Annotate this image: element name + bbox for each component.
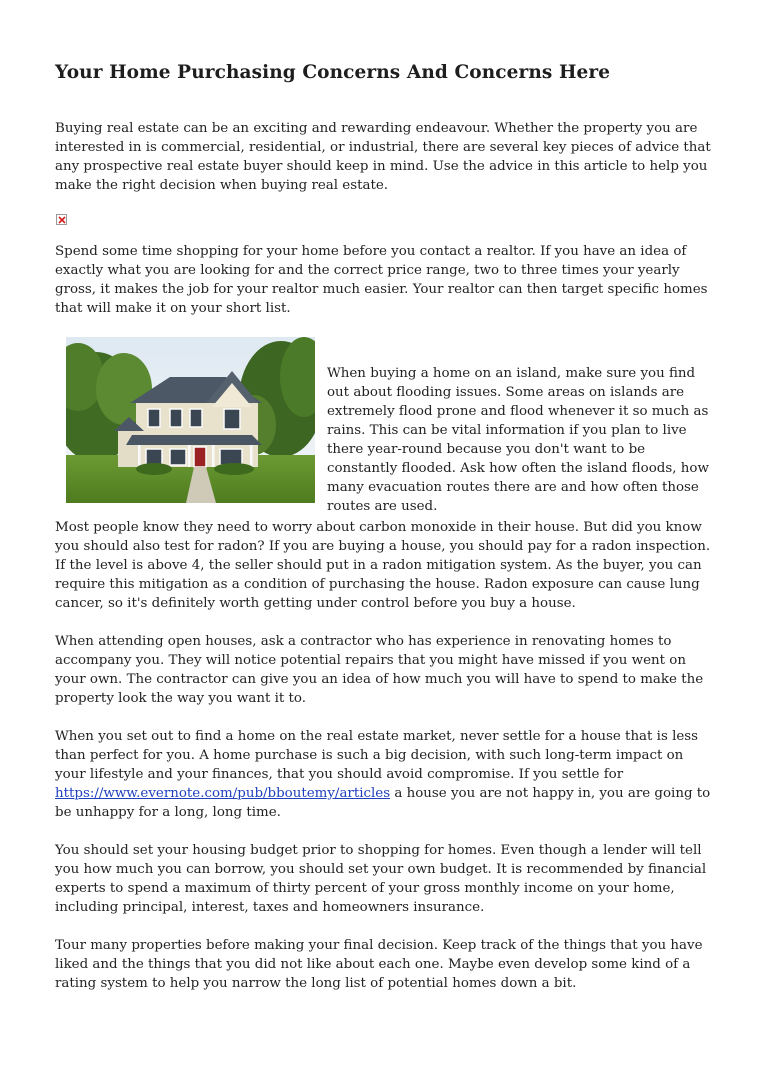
page-title: Your Home Purchasing Concerns And Concerns Here: [55, 62, 611, 83]
broken-image-x-icon: [58, 216, 66, 224]
radon-paragraph: Most people know they need to worry about carbon monoxide in their house. But did you know you should also test for radon? If you are buying a house, you should pay for a radon inspection. If the level is above 4, the seller should put in a radon mitigation system. As the buyer, you can require this mitigation as a condition of purchasing the house. Radon exposure can cause lung cancer, so it's definitely worth getting under control before you buy a house.: [55, 520, 711, 611]
perfect-home-text-start: When you set out to find a home on the real estate market, never settle for a house that is less than perfect for you. A home purchase is such a big decision, with such long-term impact on your lifestyle and your finances, that you should avoid compromise. If you settle for: [55, 729, 699, 782]
perfect-home-text-end: a house you are not happy in, you are going to be unhappy for a long, long time.: [55, 786, 711, 820]
contractor-paragraph: When attending open houses, ask a contractor who has experience in renovating homes to accompany you. They will notice potential repairs that you might have missed if you went on your own. The contractor can give you an idea of how much you will have to spend to make the property look the way you want it to.: [55, 634, 704, 706]
house-illustration: [66, 337, 315, 503]
image-text-block: [55, 337, 715, 514]
house-photo: [66, 337, 315, 503]
budget-paragraph: You should set your housing budget prior to shopping for homes. Even though a lender will tell you how much you can borrow, you should set your own budget. It is recommended by financial experts to spend a maximum of thirty percent of your gross monthly income on your home, including principal, interest, taxes and homeowners insurance.: [55, 843, 707, 915]
broken-image-icon: [56, 214, 67, 225]
perfect-home-paragraph: [55, 727, 715, 822]
intro-paragraph: Buying real estate can be an exciting and rewarding endeavour. Whether the property you are interested in is commercial, residential, or industrial, there are several key pieces of advice that any prospective real estate buyer should keep in mind. Use the advice in this article to help you make the right decision when buying real estate.: [55, 121, 711, 193]
article: [55, 58, 715, 1012]
shopping-paragraph: Spend some time shopping for your home before you contact a realtor. If you have an idea of exactly what you are looking for and the correct price range, two to three times your yearly gross, it makes the job for your realtor much easier. Your realtor can then target specific homes that will make it on your short list.: [55, 244, 708, 316]
island-paragraph: When buying a home on an island, make sure you find out about flooding issues. Some areas on islands are extremely flood prone and flood whenever it so much as rains. This can be vital information if you plan to live there year-round because you don't want to be constantly flooded. Ask how often the island floods, how many evacuation routes there are and how often those routes are used.: [327, 366, 709, 514]
evernote-link[interactable]: https://www.evernote.com/pub/bboutemy/articles: [55, 786, 391, 801]
tour-paragraph: Tour many properties before making your final decision. Keep track of the things that you have liked and the things that you did not like about each one. Maybe even develop some kind of a rating system to help you narrow the long list of potential homes down a bit.: [55, 938, 703, 991]
